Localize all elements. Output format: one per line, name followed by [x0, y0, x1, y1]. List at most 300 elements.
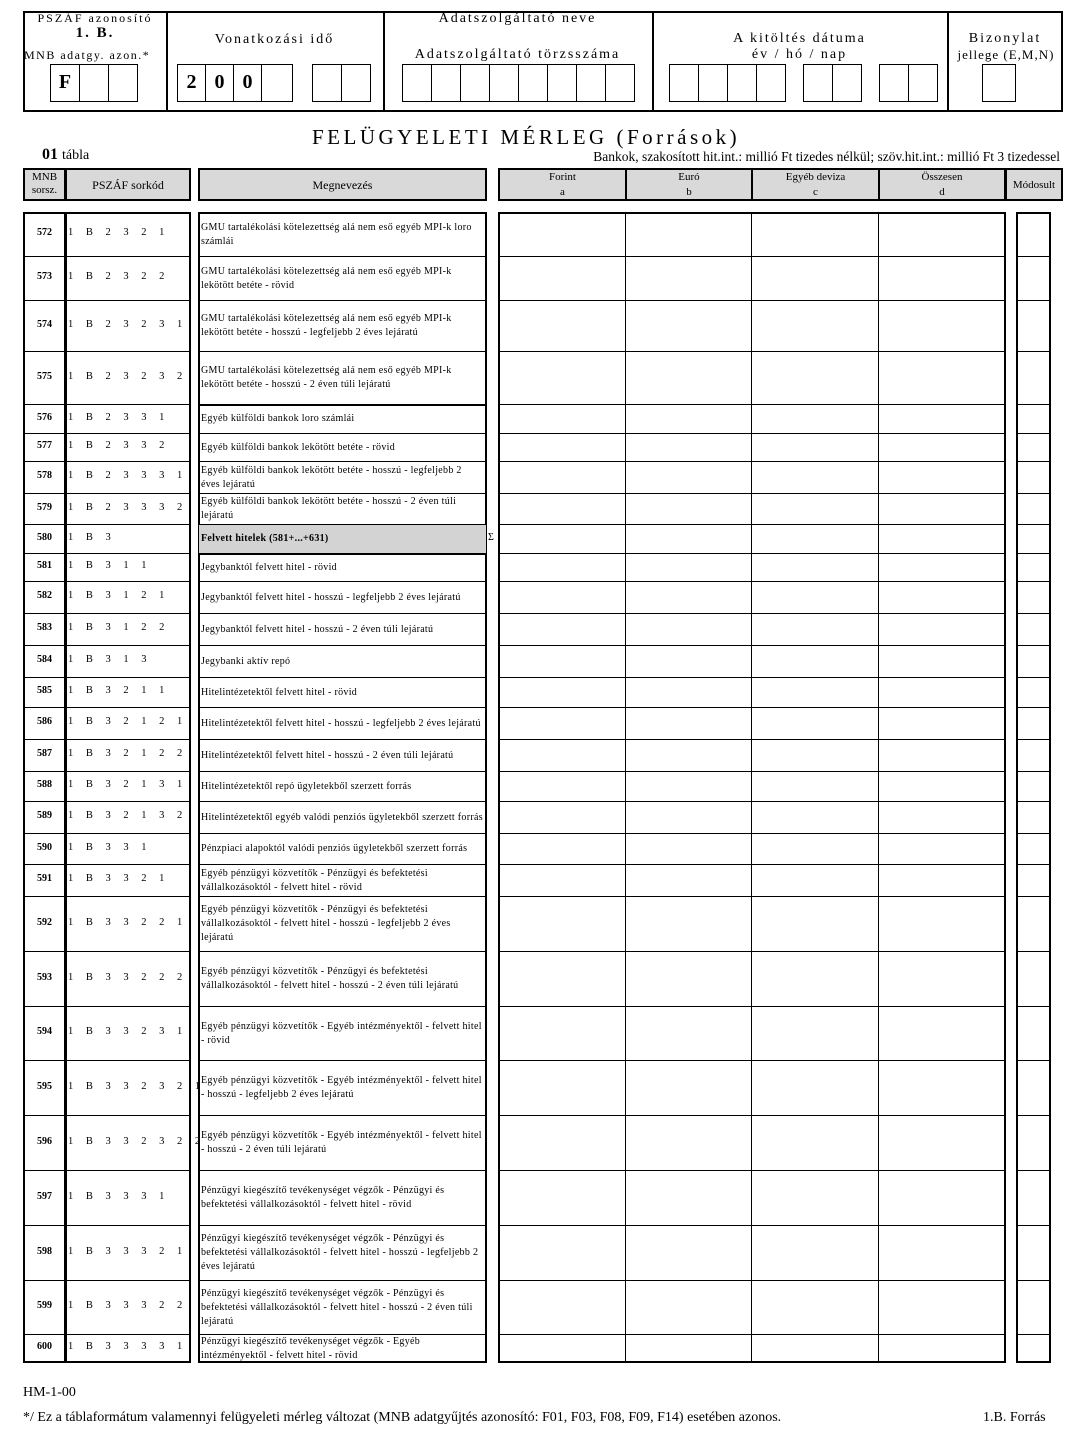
row-code: 1 B 2 3 2 2 [68, 271, 170, 282]
euro-cell[interactable] [626, 213, 751, 256]
euro-cell[interactable] [626, 834, 751, 864]
forint-cell[interactable] [499, 740, 625, 771]
row-number: 597 [37, 1190, 52, 1202]
modosult-cell[interactable] [1017, 834, 1050, 864]
row-separator [65, 864, 191, 865]
forint-cell[interactable] [499, 554, 625, 581]
forint-cell[interactable] [499, 1335, 625, 1362]
euro-cell[interactable] [626, 1007, 751, 1060]
osszesen-cell[interactable] [879, 301, 1005, 351]
modosult-cell[interactable] [1017, 708, 1050, 739]
egyeb-deviza-cell[interactable] [752, 772, 878, 801]
egyeb-deviza-cell[interactable] [752, 1007, 878, 1060]
row-separator [23, 801, 66, 802]
row-code: 1 B 3 3 2 2 1 [68, 916, 188, 928]
modosult-cell[interactable] [1017, 582, 1050, 613]
euro-cell[interactable] [626, 708, 751, 739]
table-word: tábla [62, 148, 90, 163]
osszesen-cell[interactable] [879, 462, 1005, 493]
form-id: HM-1-00 [23, 1385, 76, 1400]
torzsszam-cell[interactable] [576, 64, 606, 102]
jellege-cell[interactable] [982, 64, 1016, 102]
row-code: 1 B 3 2 1 1 [68, 685, 170, 696]
osszesen-cell[interactable] [879, 582, 1005, 613]
row-separator [65, 613, 191, 614]
f-char-cell[interactable]: F [50, 64, 80, 102]
row-separator [65, 524, 191, 525]
row-number: 579 [37, 501, 52, 513]
euro-cell[interactable] [626, 301, 751, 351]
modosult-cell[interactable] [1017, 772, 1050, 801]
egyeb-deviza-cell[interactable] [752, 582, 878, 613]
row-description: Pénzügyi kiegészítő tevékenységet végzők - Pénzügyi és befektetési vállalkozásoktól - felvett hitel - rövid [201, 1185, 445, 1210]
row-separator [198, 677, 487, 678]
row-number: 592 [37, 916, 52, 928]
row-description: Felvett hitelek (581+...+631) [201, 533, 329, 544]
row-code: 1 B 2 3 2 3 2 [68, 370, 188, 382]
modosult-cell[interactable] [1017, 865, 1050, 896]
modosult-cell[interactable] [1017, 494, 1050, 524]
row-code: 1 B 3 3 2 3 2 1 [68, 1080, 206, 1092]
osszesen-cell[interactable] [879, 1226, 1005, 1280]
row-number: 573 [37, 271, 52, 282]
torzsszam-cell[interactable] [402, 64, 432, 102]
period-cell[interactable] [312, 64, 342, 102]
modosult-cell[interactable] [1017, 1281, 1050, 1334]
form-code: 1. B. [75, 25, 115, 41]
row-separator [65, 461, 191, 462]
osszesen-cell[interactable] [879, 405, 1005, 433]
row-separator [23, 1334, 66, 1335]
forint-cell[interactable] [499, 614, 625, 645]
row-description: Egyéb külföldi bankok lekötött betéte - hosszú - legfeljebb 2 éves lejáratú [201, 464, 462, 490]
forint-cell[interactable] [499, 1226, 625, 1280]
row-separator [65, 351, 191, 352]
row-number: 587 [37, 748, 52, 759]
modosult-cell[interactable] [1017, 462, 1050, 493]
euro-cell[interactable] [626, 1171, 751, 1225]
row-description: Jegybanktól felvett hitel - hosszú - legfeljebb 2 éves lejáratú [201, 591, 461, 603]
euro-cell[interactable] [626, 614, 751, 645]
modosult-cell[interactable] [1017, 352, 1050, 404]
modosult-cell[interactable] [1017, 952, 1050, 1006]
torzsszam-cell[interactable] [518, 64, 548, 102]
row-number: 576 [37, 411, 52, 423]
modosult-cell[interactable] [1017, 405, 1050, 433]
row-number: 575 [37, 370, 52, 382]
osszesen-cell[interactable] [879, 1007, 1005, 1060]
modosult-cell[interactable] [1017, 802, 1050, 833]
row-description: Egyéb külföldi bankok lekötött betéte - hosszú - 2 éven túli lejáratú [201, 496, 457, 521]
row-number: 581 [37, 560, 52, 571]
row-separator [23, 553, 66, 554]
row-separator [198, 1170, 487, 1171]
row-separator [198, 300, 487, 301]
row-separator [23, 951, 66, 952]
table-num: 01 [42, 146, 58, 163]
col-euro-header: Euró b [625, 168, 753, 201]
row-separator [198, 581, 487, 582]
date-cell[interactable] [698, 64, 728, 102]
date-cell[interactable] [908, 64, 938, 102]
row-separator [23, 613, 66, 614]
row-separator [65, 801, 191, 802]
euro-cell[interactable] [626, 952, 751, 1006]
row-separator [198, 256, 487, 257]
period-cell[interactable] [341, 64, 371, 102]
row-separator [23, 351, 66, 352]
euro-cell[interactable] [626, 352, 751, 404]
period-cell[interactable] [261, 64, 293, 102]
euro-cell[interactable] [626, 1226, 751, 1280]
forint-cell[interactable] [499, 1116, 625, 1170]
forint-cell[interactable] [499, 352, 625, 404]
col-osszesen-header: Összesen d [878, 168, 1006, 201]
osszesen-cell[interactable] [879, 257, 1005, 300]
row-number: 599 [37, 1300, 52, 1311]
row-number: 593 [37, 971, 52, 983]
euro-cell[interactable] [626, 678, 751, 707]
osszesen-cell[interactable] [879, 494, 1005, 524]
row-separator [65, 553, 191, 554]
modosult-cell[interactable] [1017, 1226, 1050, 1280]
row-separator [65, 581, 191, 582]
egyeb-deviza-cell[interactable] [752, 646, 878, 677]
forint-cell[interactable] [499, 646, 625, 677]
euro-cell[interactable] [626, 1061, 751, 1115]
row-code: 1 B 3 2 1 3 2 [68, 810, 188, 821]
row-separator [23, 864, 66, 865]
mnb-label: MNB adatgy. azon.* [24, 48, 151, 62]
osszesen-cell[interactable] [879, 834, 1005, 864]
row-code: 1 B 3 1 1 [68, 560, 152, 571]
col-forint-header: Forint a [498, 168, 627, 201]
osszesen-cell[interactable] [879, 708, 1005, 739]
row-separator [65, 677, 191, 678]
row-separator [198, 1225, 487, 1226]
osszesen-cell[interactable] [879, 740, 1005, 771]
adatszolgaltato-neve-label: Adatszolgáltató neve [438, 11, 597, 26]
osszesen-cell[interactable] [879, 1116, 1005, 1170]
row-separator [65, 1006, 191, 1007]
forint-cell[interactable] [499, 1171, 625, 1225]
euro-cell[interactable] [626, 740, 751, 771]
row-description: Egyéb pénzügyi közvetítők - Egyéb intézményektől - felvett hitel - rövid [201, 1020, 482, 1046]
row-separator [65, 404, 191, 405]
modosult-cell[interactable] [1017, 434, 1050, 461]
egyeb-deviza-cell[interactable] [752, 1171, 878, 1225]
row-description: GMU tartalékolási kötelezettség alá nem eső egyéb MPI-k lekötött betéte - hosszú - 2 éven túli lejáratú [201, 365, 452, 390]
row-description: GMU tartalékolási kötelezettség alá nem eső egyéb MPI-k lekötött betéte - hosszú - legfeljebb 2 éves lejáratú [201, 313, 452, 338]
osszesen-cell[interactable] [879, 678, 1005, 707]
egyeb-deviza-cell[interactable] [752, 405, 878, 433]
mnb-cell[interactable] [108, 64, 138, 102]
egyeb-deviza-cell[interactable] [752, 525, 878, 553]
euro-cell[interactable] [626, 865, 751, 896]
row-description: Hitelintézetektől egyéb valódi penziós ügyletekből szerzett forrás [201, 811, 483, 823]
modosult-cell[interactable] [1017, 1007, 1050, 1060]
ev-ho-nap-label: év / hó / nap [751, 47, 848, 62]
egyeb-deviza-cell[interactable] [752, 257, 878, 300]
row-code: 1 B 3 3 2 1 [68, 873, 170, 884]
osszesen-cell[interactable] [879, 646, 1005, 677]
osszesen-cell[interactable] [879, 897, 1005, 951]
forint-cell[interactable] [499, 462, 625, 493]
forint-cell[interactable] [499, 582, 625, 613]
egyeb-deviza-cell[interactable] [752, 213, 878, 256]
row-code: 1 B 2 3 2 3 1 [68, 318, 188, 330]
row-code: 1 B 3 3 2 3 1 [68, 1026, 188, 1037]
euro-cell[interactable] [626, 1335, 751, 1362]
euro-cell[interactable] [626, 582, 751, 613]
row-separator [198, 739, 487, 740]
modosult-cell[interactable] [1017, 614, 1050, 645]
forint-cell[interactable] [499, 494, 625, 524]
row-separator [23, 771, 66, 772]
row-code: 1 B 3 3 3 2 1 [68, 1245, 188, 1257]
col-modosult-header: Módosult [1005, 168, 1063, 201]
euro-cell[interactable] [626, 494, 751, 524]
torzsszam-cell[interactable] [431, 64, 461, 102]
row-number: 594 [37, 1026, 52, 1037]
row-separator [65, 433, 191, 434]
egyeb-deviza-cell[interactable] [752, 352, 878, 404]
row-number: 574 [37, 318, 52, 330]
row-separator [198, 707, 487, 708]
euro-cell[interactable] [626, 802, 751, 833]
row-separator [198, 645, 487, 646]
forint-cell[interactable] [499, 405, 625, 433]
osszesen-cell[interactable] [879, 952, 1005, 1006]
row-number: 586 [37, 716, 52, 727]
row-separator [23, 493, 66, 494]
row-description: Egyéb pénzügyi közvetítők - Pénzügyi és befektetési vállalkozásoktól - felvett hitel - hosszú - legfeljebb 2 éves lejáratú [201, 904, 451, 943]
row-separator [23, 461, 66, 462]
row-separator [23, 645, 66, 646]
row-number: 578 [37, 470, 52, 481]
date-cell[interactable] [669, 64, 699, 102]
date-cell[interactable] [803, 64, 833, 102]
osszesen-cell[interactable] [879, 1171, 1005, 1225]
modosult-cell[interactable] [1017, 525, 1050, 553]
modosult-cell[interactable] [1017, 1171, 1050, 1225]
row-description: Egyéb pénzügyi közvetítők - Egyéb intézményektől - felvett hitel - hosszú - legfeljebb 2 éves lejáratú [201, 1075, 482, 1100]
egyeb-deviza-cell[interactable] [752, 897, 878, 951]
forint-cell[interactable] [499, 213, 625, 256]
forint-cell[interactable] [499, 865, 625, 896]
row-code: 1 B 3 2 1 2 1 [68, 716, 188, 727]
egyeb-deviza-cell[interactable] [752, 462, 878, 493]
egyeb-deviza-cell[interactable] [752, 301, 878, 351]
row-separator [23, 1006, 66, 1007]
egyeb-deviza-cell[interactable] [752, 678, 878, 707]
row-number: 589 [37, 810, 52, 821]
row-separator [198, 613, 487, 614]
modosult-cell[interactable] [1017, 1061, 1050, 1115]
row-number: 583 [37, 622, 52, 633]
modosult-cell[interactable] [1017, 1116, 1050, 1170]
row-description: Egyéb pénzügyi közvetítők - Egyéb intézményektől - felvett hitel - hosszú - 2 éven túli lejáratú [201, 1130, 482, 1155]
forint-cell[interactable] [499, 257, 625, 300]
period-cell[interactable]: 0 [233, 64, 262, 102]
egyeb-deviza-cell[interactable] [752, 802, 878, 833]
torzsszam-cell[interactable] [460, 64, 490, 102]
forint-cell[interactable] [499, 678, 625, 707]
osszesen-cell[interactable] [879, 213, 1005, 256]
euro-cell[interactable] [626, 1281, 751, 1334]
forint-cell[interactable] [499, 708, 625, 739]
egyeb-deviza-cell[interactable] [752, 614, 878, 645]
row-separator [23, 433, 66, 434]
date-cell[interactable] [727, 64, 757, 102]
col-egyeb-header: Egyéb deviza c [751, 168, 880, 201]
kitoltes-label: A kitöltés dátuma [733, 31, 866, 46]
euro-cell[interactable] [626, 405, 751, 433]
euro-cell[interactable] [626, 525, 751, 553]
osszesen-cell[interactable] [879, 554, 1005, 581]
egyeb-deviza-cell[interactable] [752, 740, 878, 771]
osszesen-cell[interactable] [879, 802, 1005, 833]
osszesen-cell[interactable] [879, 1335, 1005, 1362]
modosult-cell[interactable] [1017, 1335, 1050, 1362]
mnb-cell[interactable] [79, 64, 109, 102]
vonatkozasi-label: Vonatkozási idő [214, 32, 335, 47]
egyeb-deviza-cell[interactable] [752, 554, 878, 581]
row-separator [198, 896, 487, 897]
row-separator [65, 833, 191, 834]
egyeb-deviza-cell[interactable] [752, 865, 878, 896]
row-separator [65, 300, 191, 301]
row-separator [65, 739, 191, 740]
forint-cell[interactable] [499, 952, 625, 1006]
egyeb-deviza-cell[interactable] [752, 708, 878, 739]
row-separator [65, 1334, 191, 1335]
forint-cell[interactable] [499, 434, 625, 461]
osszesen-cell[interactable] [879, 525, 1005, 553]
osszesen-cell[interactable] [879, 434, 1005, 461]
row-separator [198, 771, 487, 772]
egyeb-deviza-cell[interactable] [752, 1226, 878, 1280]
forint-cell[interactable] [499, 1281, 625, 1334]
modosult-cell[interactable] [1017, 646, 1050, 677]
row-separator [198, 461, 487, 462]
row-separator [198, 351, 487, 352]
row-number: 577 [37, 440, 52, 451]
row-code: 1 B 3 1 2 1 [68, 590, 170, 601]
row-separator [23, 524, 66, 525]
row-code: 1 B 2 3 3 2 [68, 440, 170, 451]
row-description: Pénzügyi kiegészítő tevékenységet végzők - Pénzügyi és befektetési vállalkozásoktól - felvett hitel - hosszú - legfeljebb 2 éves lejáratú [201, 1233, 479, 1272]
row-number: 598 [37, 1245, 52, 1257]
osszesen-cell[interactable] [879, 865, 1005, 896]
forint-cell[interactable] [499, 525, 625, 553]
row-separator [65, 951, 191, 952]
euro-cell[interactable] [626, 646, 751, 677]
euro-cell[interactable] [626, 257, 751, 300]
modosult-cell[interactable] [1017, 740, 1050, 771]
modosult-cell[interactable] [1017, 213, 1050, 256]
osszesen-cell[interactable] [879, 1061, 1005, 1115]
euro-cell[interactable] [626, 434, 751, 461]
forint-cell[interactable] [499, 1007, 625, 1060]
row-code: 1 B 3 3 3 1 [68, 1190, 170, 1202]
row-separator [23, 1115, 66, 1116]
row-separator [65, 493, 191, 494]
period-cell[interactable]: 2 [177, 64, 206, 102]
modosult-cell[interactable] [1017, 678, 1050, 707]
modosult-cell[interactable] [1017, 301, 1050, 351]
forint-cell[interactable] [499, 772, 625, 801]
row-separator [198, 864, 487, 865]
row-description: Pénzpiaci alapoktól valódi penziós ügyletekből szerzett forrás [201, 843, 468, 854]
forint-cell[interactable] [499, 802, 625, 833]
egyeb-deviza-cell[interactable] [752, 434, 878, 461]
torzsszam-cell[interactable] [547, 64, 577, 102]
egyeb-deviza-cell[interactable] [752, 1281, 878, 1334]
osszesen-cell[interactable] [879, 352, 1005, 404]
row-code: 1 B 2 3 3 1 [68, 411, 170, 423]
row-separator [23, 581, 66, 582]
torzsszam-label: Adatszolgáltató törzsszáma [414, 47, 621, 62]
euro-cell[interactable] [626, 772, 751, 801]
forint-cell[interactable] [499, 301, 625, 351]
euro-cell[interactable] [626, 462, 751, 493]
row-description: Egyéb külföldi bankok loro számlái [201, 413, 355, 424]
row-code: 1 B 2 3 3 3 2 [68, 501, 188, 513]
osszesen-cell[interactable] [879, 772, 1005, 801]
row-number: 585 [37, 685, 52, 696]
euro-cell[interactable] [626, 1116, 751, 1170]
row-separator [23, 677, 66, 678]
euro-cell[interactable] [626, 897, 751, 951]
row-number: 588 [37, 779, 52, 790]
modosult-cell[interactable] [1017, 897, 1050, 951]
row-description: Egyéb külföldi bankok lekötött betéte - rövid [201, 441, 396, 453]
egyeb-deviza-cell[interactable] [752, 1335, 878, 1362]
forint-cell[interactable] [499, 897, 625, 951]
row-separator [23, 833, 66, 834]
row-description: GMU tartalékolási kötelezettség alá nem eső egyéb MPI-k lekötött betéte - rövid [201, 265, 452, 291]
row-description: Jegybanktól felvett hitel - hosszú - 2 éven túli lejáratú [201, 623, 434, 635]
date-cell[interactable] [832, 64, 862, 102]
forint-cell[interactable] [499, 1061, 625, 1115]
egyeb-deviza-cell[interactable] [752, 1116, 878, 1170]
egyeb-deviza-cell[interactable] [752, 834, 878, 864]
row-code: 1 B 3 3 3 2 2 [68, 1300, 188, 1311]
egyeb-deviza-cell[interactable] [752, 1061, 878, 1115]
modosult-cell[interactable] [1017, 257, 1050, 300]
forint-cell[interactable] [499, 834, 625, 864]
torzsszam-cell[interactable] [605, 64, 635, 102]
row-number: 584 [37, 654, 52, 665]
sigma-icon: Σ [488, 531, 494, 543]
row-separator [198, 951, 487, 952]
row-separator [65, 896, 191, 897]
torzsszam-cell[interactable] [489, 64, 519, 102]
row-separator [23, 1225, 66, 1226]
period-cell[interactable]: 0 [205, 64, 234, 102]
row-separator [23, 256, 66, 257]
euro-cell[interactable] [626, 554, 751, 581]
egyeb-deviza-cell[interactable] [752, 952, 878, 1006]
date-cell[interactable] [879, 64, 909, 102]
osszesen-cell[interactable] [879, 1281, 1005, 1334]
date-cell[interactable] [756, 64, 786, 102]
osszesen-cell[interactable] [879, 614, 1005, 645]
egyeb-deviza-cell[interactable] [752, 494, 878, 524]
modosult-cell[interactable] [1017, 554, 1050, 581]
row-separator [65, 1060, 191, 1061]
